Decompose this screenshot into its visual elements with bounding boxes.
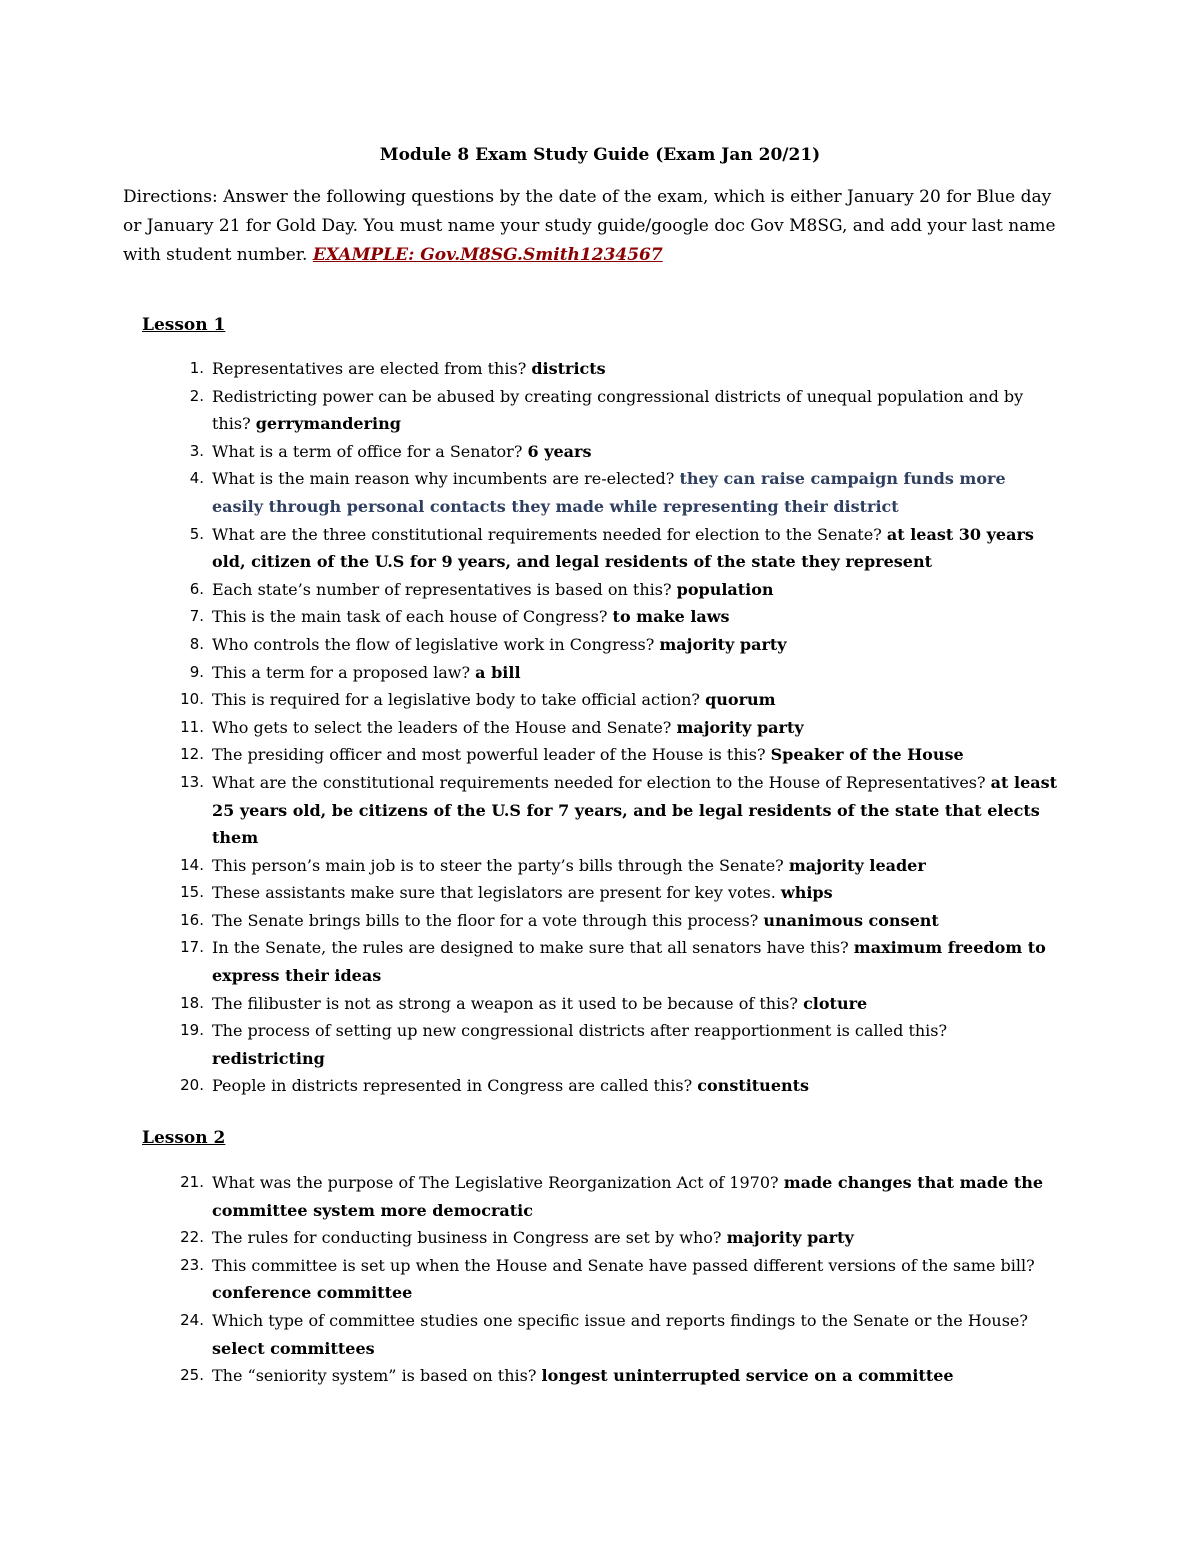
question-text: This committee is set up when the House and Senate have passed different versions of the same bill? xyxy=(212,1255,1035,1275)
lesson-1-question-list xyxy=(0,355,1200,1100)
answer-text: redistricting xyxy=(212,1048,325,1068)
answer-text: gerrymandering xyxy=(255,414,401,434)
question-number: 15. xyxy=(180,883,204,902)
question-text: Redistricting power can be abused by creating congressional districts of unequal population and by this? xyxy=(212,386,1024,434)
question-number: 22. xyxy=(180,1228,204,1247)
question-text: What are the constitutional requirements needed for election to the House of Representatives? xyxy=(212,772,991,792)
question-item xyxy=(0,1362,1200,1390)
question-text: Who controls the flow of legislative work in Congress? xyxy=(212,634,660,654)
directions-paragraph xyxy=(123,183,1063,270)
page-title: Module 8 Exam Study Guide (Exam Jan 20/21) xyxy=(379,145,821,165)
question-item xyxy=(0,1252,1200,1307)
question-text: Each state’s number of representatives is based on this? xyxy=(212,579,677,599)
question-item xyxy=(0,769,1200,852)
question-number: 13. xyxy=(180,772,204,791)
question-item xyxy=(0,603,1200,631)
directions-text: Directions: Answer the following questions by the date of the exam, which is either January 20 for Blue day or January 21 for Gold Day. You must name your study guide/google doc Gov M8SG, and add your last name with student number. xyxy=(123,187,1056,265)
question-item xyxy=(0,438,1200,466)
question-number: 24. xyxy=(180,1310,204,1329)
question-item xyxy=(0,383,1200,438)
question-text: What was the purpose of The Legislative Reorganization Act of 1970? xyxy=(212,1173,784,1192)
answer-text: population xyxy=(676,579,774,599)
answer-text: whips xyxy=(780,883,833,903)
question-number: 23. xyxy=(180,1255,204,1274)
answer-text: quorum xyxy=(705,690,776,710)
question-number: 6. xyxy=(189,579,204,598)
question-number: 11. xyxy=(180,717,204,736)
question-text: What are the three constitutional requirements needed for election to the Senate? xyxy=(212,524,887,544)
question-text: The Senate brings bills to the floor for a vote through this process? xyxy=(212,910,764,930)
answer-text: a bill xyxy=(475,662,521,682)
question-item xyxy=(0,714,1200,742)
question-item xyxy=(0,355,1200,383)
question-number: 5. xyxy=(189,524,204,543)
question-item xyxy=(0,465,1200,520)
question-number: 2. xyxy=(189,386,204,405)
question-item xyxy=(0,631,1200,659)
question-item xyxy=(0,521,1200,576)
answer-text: to make laws xyxy=(612,607,730,627)
answer-text: districts xyxy=(531,359,606,378)
question-text: In the Senate, the rules are designed to make sure that all senators have this? xyxy=(212,938,854,958)
question-text: This a term for a proposed law? xyxy=(212,662,476,682)
question-text: The filibuster is not as strong a weapon as it used to be because of this? xyxy=(212,993,804,1013)
question-item xyxy=(0,1307,1200,1362)
answer-text: majority leader xyxy=(788,855,926,875)
question-text: The presiding officer and most powerful leader of the House is this? xyxy=(212,745,771,765)
question-number: 25. xyxy=(180,1366,204,1385)
question-item xyxy=(0,1224,1200,1252)
question-text: Which type of committee studies one specific issue and reports findings to the Senate or the House? xyxy=(212,1310,1028,1330)
question-text: What is a term of office for a Senator? xyxy=(212,441,528,461)
answer-text: they can raise campaign funds more easily through personal contacts they made while representing their district xyxy=(212,469,1006,516)
lesson-2-heading: Lesson 2 xyxy=(142,1128,226,1148)
question-text: What is the main reason why incumbents are re-elected? xyxy=(212,469,680,489)
question-item xyxy=(0,879,1200,907)
question-number: 1. xyxy=(189,359,204,377)
answer-text: longest uninterrupted service on a committee xyxy=(541,1366,954,1386)
question-text: The rules for conducting business in Congress are set by who? xyxy=(212,1228,727,1248)
question-text: The process of setting up new congressional districts after reapportionment is called this? xyxy=(212,1021,948,1041)
answer-text: majority party xyxy=(659,634,787,654)
answer-text: Speaker of the House xyxy=(770,745,964,765)
question-item xyxy=(0,852,1200,880)
question-item xyxy=(0,990,1200,1018)
question-number: 21. xyxy=(180,1173,204,1191)
question-text: This is required for a legislative body to take official action? xyxy=(212,690,706,710)
lesson-2-question-list xyxy=(0,1169,1200,1390)
answer-text: at least 25 years old, be citizens of the U.S for 7 years, and be legal residents of the state that elects them xyxy=(212,772,1058,848)
question-item xyxy=(0,934,1200,989)
question-text: This is the main task of each house of Congress? xyxy=(212,607,613,627)
lesson-1-heading: Lesson 1 xyxy=(142,315,226,335)
question-number: 9. xyxy=(189,662,204,681)
answer-text: made changes that made the committee system more democratic xyxy=(212,1173,1044,1220)
question-number: 7. xyxy=(189,607,204,626)
question-text: Representatives are elected from this? xyxy=(212,359,532,378)
question-text: This person’s main job is to steer the party’s bills through the Senate? xyxy=(212,855,789,875)
directions-example: EXAMPLE: Gov.M8SG.Smith1234567 xyxy=(312,245,663,265)
answer-text: at least 30 years old, citizen of the U.S for 9 years, and legal residents of the state they represent xyxy=(212,524,1034,572)
answer-text: conference committee xyxy=(212,1283,413,1303)
question-number: 10. xyxy=(180,690,204,709)
question-text: People in districts represented in Congress are called this? xyxy=(212,1076,698,1096)
answer-text: majority party xyxy=(676,717,804,737)
question-number: 4. xyxy=(189,469,204,488)
question-item xyxy=(0,576,1200,604)
question-item xyxy=(0,741,1200,769)
question-text: Who gets to select the leaders of the House and Senate? xyxy=(212,717,677,737)
question-number: 17. xyxy=(180,938,204,957)
answer-text: majority party xyxy=(726,1228,854,1248)
question-item xyxy=(0,907,1200,935)
question-number: 18. xyxy=(180,993,204,1012)
question-number: 20. xyxy=(180,1076,204,1095)
question-text: The “seniority system” is based on this? xyxy=(212,1366,542,1386)
question-number: 19. xyxy=(180,1021,204,1040)
answer-text: maximum freedom to express their ideas xyxy=(212,938,1046,986)
question-item xyxy=(0,686,1200,714)
question-item xyxy=(0,659,1200,687)
question-item xyxy=(0,1072,1200,1100)
question-item xyxy=(0,1017,1200,1072)
question-number: 8. xyxy=(189,634,204,653)
question-number: 3. xyxy=(189,441,204,460)
answer-text: constituents xyxy=(697,1076,810,1096)
question-number: 14. xyxy=(180,855,204,874)
question-number: 12. xyxy=(180,745,204,764)
answer-text: cloture xyxy=(803,993,868,1013)
question-text: These assistants make sure that legislators are present for key votes. xyxy=(212,883,781,903)
answer-text: unanimous consent xyxy=(763,910,939,930)
answer-text: select committees xyxy=(212,1338,375,1358)
answer-text: 6 years xyxy=(527,441,592,461)
question-item xyxy=(0,1169,1200,1224)
question-number: 16. xyxy=(180,910,204,929)
